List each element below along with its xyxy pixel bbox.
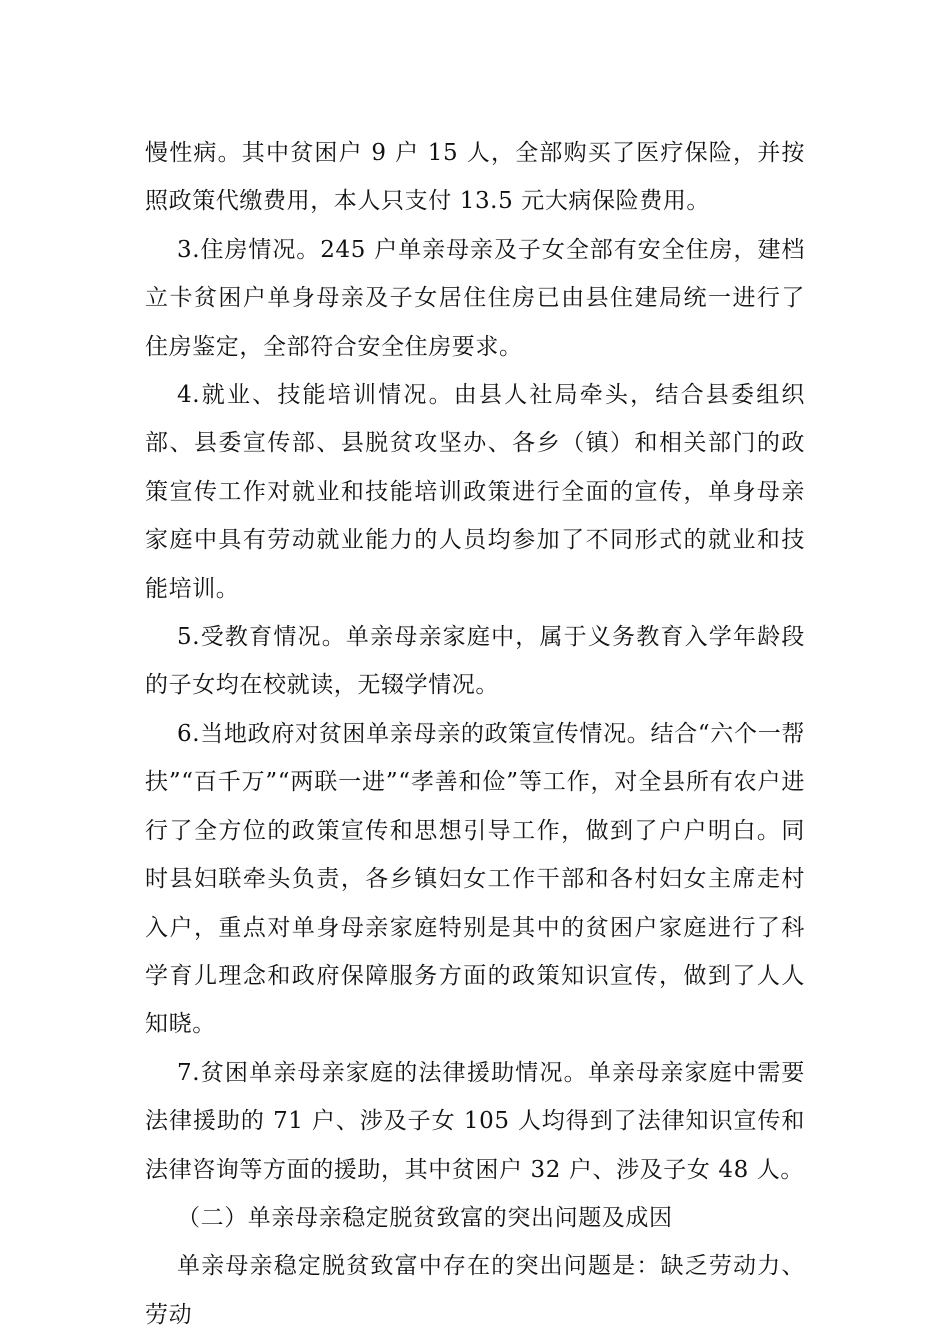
paragraph-policy-publicity: 6.当地政府对贫困单亲母亲的政策宣传情况。结合“六个一帮扶”“百千万”“两联一进”“孝善和俭”等工作，对全县所有农户进行了全方位的政策宣传和思想引导工作，做到了户户明白。同时县妇联牵头负责，各乡镇妇女工作干部和各村妇女主席走村入户，重点对单身母亲家庭特别是其中的贫困户家庭进行了科学育儿理念和政府保障服务方面的政策知识宣传，做到了人人知晓。 [145, 720, 805, 1038]
paragraph-problems: 单亲母亲稳定脱贫致富中存在的突出问题是：缺乏劳动力、劳动 [145, 1253, 805, 1328]
section-heading: （二）单亲母亲稳定脱贫致富的突出问题及成因 [177, 1204, 673, 1231]
paragraph-housing: 3.住房情况。245 户单亲母亲及子女全部有安全住房，建档立卡贫困户单身母亲及子女居住住房已由县住建局统一进行了住房鉴定，全部符合安全住房要求。 [145, 236, 805, 360]
paragraph-medical-continued: 慢性病。其中贫困户 9 户 15 人，全部购买了医疗保险，并按照政策代缴费用，本人只支付 13.5 元大病保险费用。 [145, 140, 805, 215]
paragraph-education: 5.受教育情况。单亲母亲家庭中，属于义务教育入学年龄段的子女均在校就读，无辍学情况。 [145, 624, 805, 699]
paragraph-employment-training: 4.就业、技能培训情况。由县人社局牵头，结合县委组织部、县委宣传部、县脱贫攻坚办、各乡（镇）和相关部门的政策宣传工作对就业和技能培训政策进行全面的宣传，单身母亲家庭中具有劳动就业能力的人员均参加了不同形式的就业和技能培训。 [145, 382, 805, 602]
paragraph-legal-aid: 7.贫困单亲母亲家庭的法律援助情况。单亲母亲家庭中需要法律援助的 71 户、涉及子女 105 人均得到了法律知识宣传和法律咨询等方面的援助，其中贫困户 32 户、涉及子女 48 人。 [145, 1059, 805, 1183]
document-body [145, 129, 805, 1339]
